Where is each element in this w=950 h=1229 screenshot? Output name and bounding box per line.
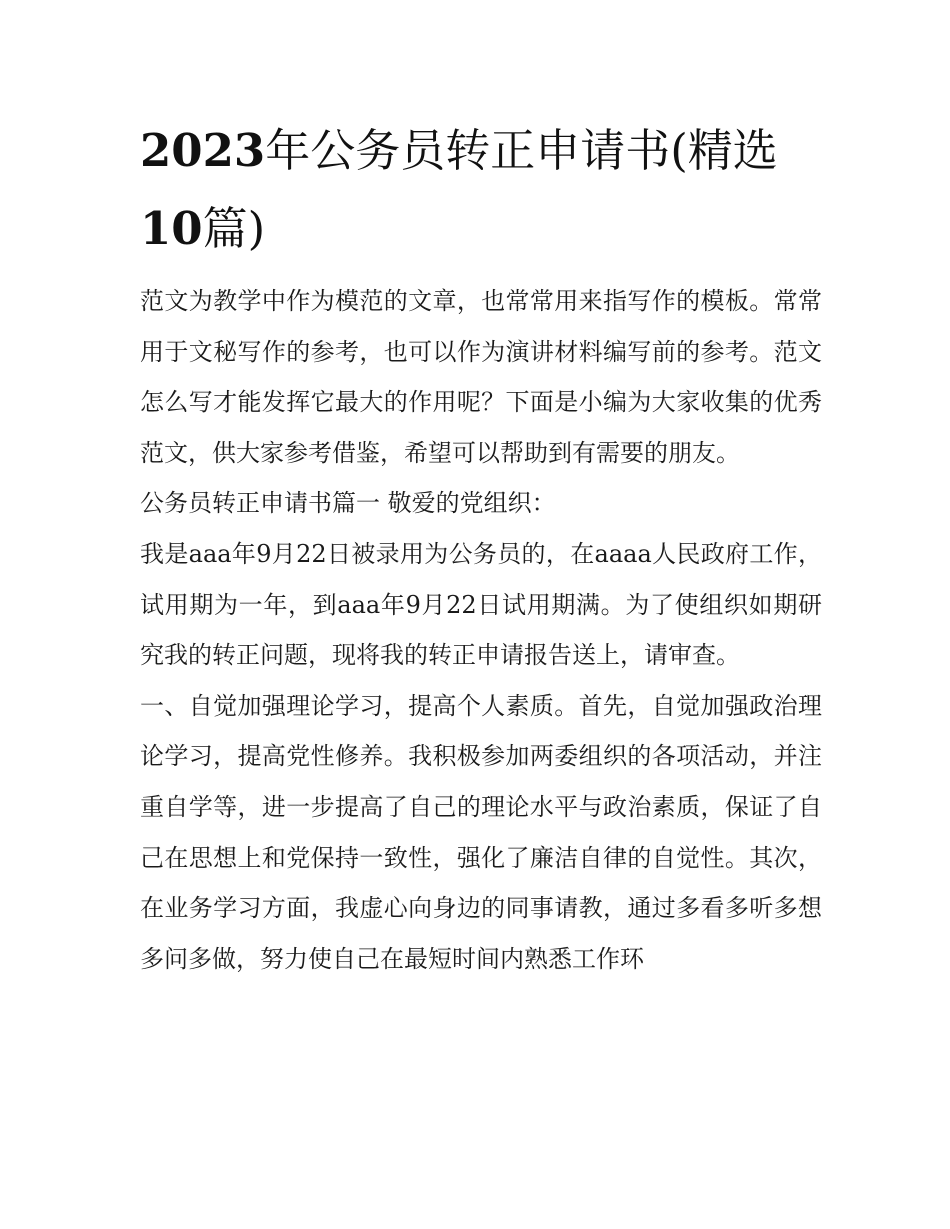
body-paragraph: 我是aaa年9月22日被录用为公务员的，在aaaa人民政府工作，试用期为一年，到aaa年9月22日试用期满。为了使组织如期研究我的转正问题，现将我的转正申请报告送上，请审查。 [140,539,822,670]
intro-paragraph: 范文为教学中作为模范的文章，也常常用来指写作的模板。常常用于文秘写作的参考，也可以作为演讲材料编写前的参考。范文怎么写才能发挥它最大的作用呢？下面是小编为大家收集的优秀范文，供大家参考借鉴，希望可以帮助到有需要的朋友。 [140,287,822,467]
section-heading: 公务员转正申请书篇一 敬爱的党组织： [140,489,556,518]
title-suffix: 篇) [202,202,266,255]
body-paragraph: 一、自觉加强理论学习，提高个人素质。首先，自觉加强政治理论学习，提高党性修养。我积极参加两委组织的各项活动，并注重自学等，进一步提高了自己的理论水平与政治素质，保证了自己在思想上和党保持一致性，强化了廉洁自律的自觉性。其次，在业务学习方面，我虚心向身边的同事请教，通过多看多听多想多问多做，努力使自己在最短时间内熟悉工作环 [140,691,822,973]
title-count: 10 [140,202,203,255]
title-year: 2023 [140,124,266,177]
document-title [140,112,820,268]
document-body [140,276,822,984]
title-text: 年公务员转正申请书(精选 [265,124,778,177]
